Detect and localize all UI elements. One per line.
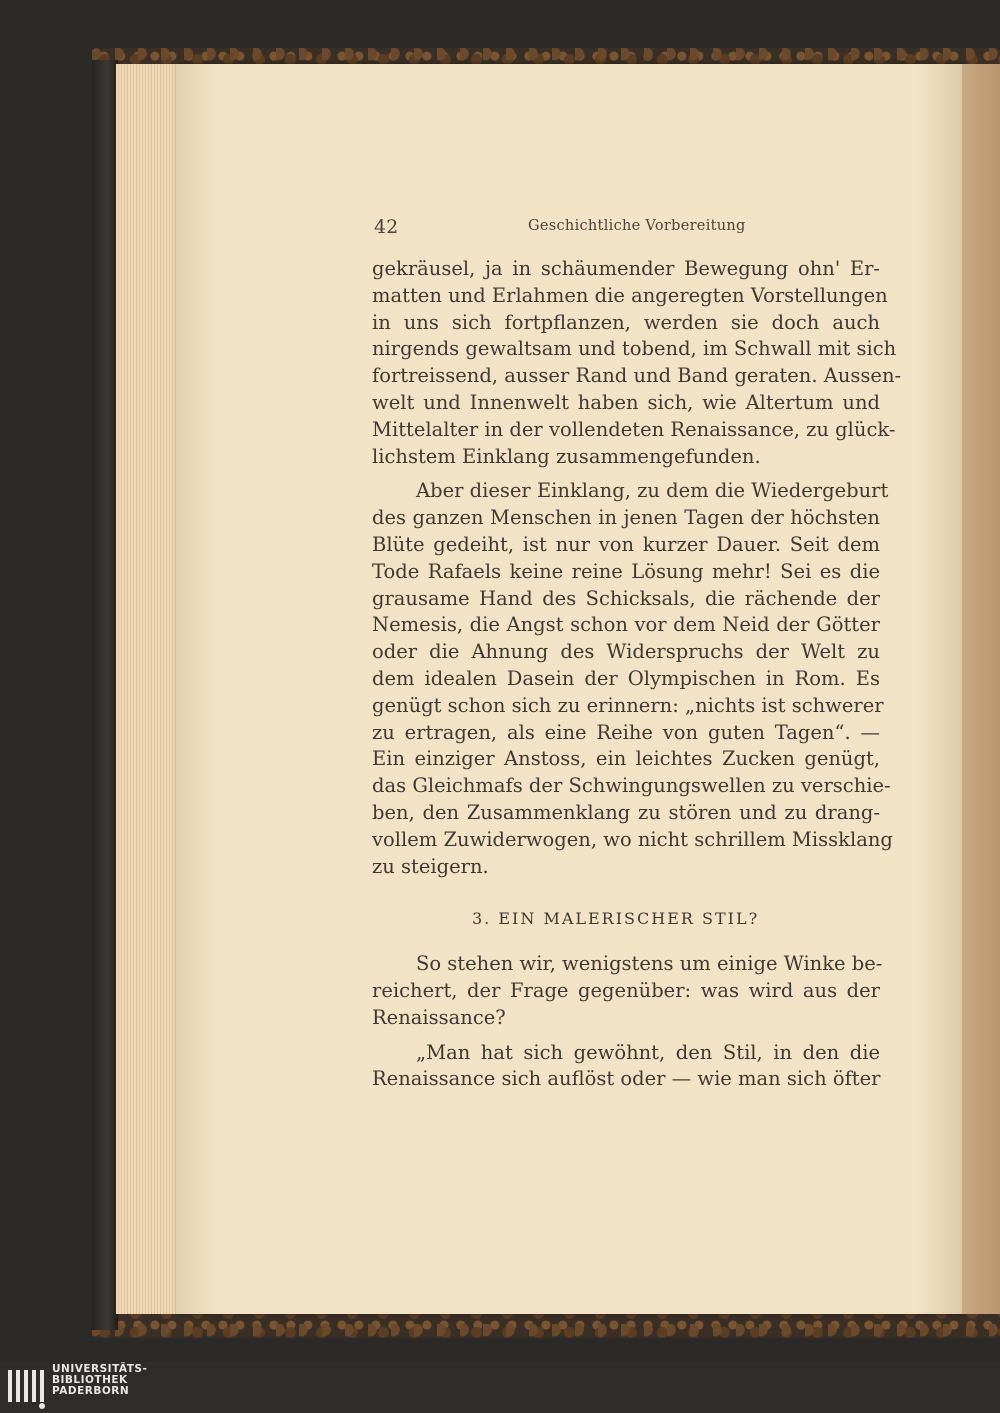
page-header: [372, 216, 880, 240]
page-stack: [116, 64, 176, 1314]
text-line: fortreissend, ausser Rand und Band geraten. Aussen-: [372, 364, 902, 388]
text-line: oder die Ahnung des Widerspruchs der Welt zu: [372, 640, 880, 664]
paragraph-2: [372, 478, 893, 880]
text-line: dem idealen Dasein der Olympischen in Rom. Es: [372, 666, 880, 690]
text-line: matten und Erlahmen die angeregten Vorstellungen: [372, 283, 888, 307]
text-line: grausame Hand des Schicksals, die rächende der: [372, 586, 880, 610]
page-number: 42: [374, 216, 399, 238]
paragraph-1: [372, 256, 902, 470]
running-title: Geschichtliche Vorbereitung: [528, 218, 746, 234]
text-line: Blüte gedeiht, ist nur von kurzer Dauer. Seit dem: [372, 532, 880, 556]
text-line: zu steigern.: [372, 854, 489, 878]
library-name-line: BIBLIOTHEK: [52, 1374, 128, 1386]
text-line: Tode Rafaels keine reine Lösung mehr! Sei es die: [372, 559, 880, 583]
text-line: lichstem Einklang zusammengefunden.: [372, 444, 761, 468]
text-line: das Gleichmafs der Schwingungswellen zu verschie-: [372, 774, 891, 798]
text-line: Ein einziger Anstoss, ein leichtes Zucken genügt,: [372, 747, 880, 771]
section-heading: 3. EIN MALERISCHER STIL?: [472, 909, 760, 929]
text-line: Aber dieser Einklang, zu dem die Wiedergeburt: [416, 479, 889, 503]
library-name-line: PADERBORN: [52, 1385, 130, 1397]
text-line: genügt schon sich zu erinnern: „nichts ist schwerer: [372, 693, 884, 717]
text-line: vollem Zuwiderwogen, wo nicht schrillem Missklang: [372, 827, 893, 851]
text-line: ben, den Zusammenklang zu stören und zu drang-: [372, 800, 880, 824]
text-line: Mittelalter in der vollendeten Renaissance, zu glück-: [372, 417, 896, 441]
body-text: [372, 256, 902, 1093]
text-line: in uns sich fortpflanzen, werden sie doch auch: [372, 310, 880, 334]
library-name-line: UNIVERSITÄTS-: [52, 1363, 148, 1375]
paragraph-4: [372, 1040, 880, 1094]
text-line: Nemesis, die Angst schon vor dem Neid der Götter: [372, 613, 880, 637]
text-line: So stehen wir, wenigstens um einige Winke be-: [416, 952, 883, 976]
text-line: welt und Innenwelt haben sich, wie Altertum und: [372, 390, 880, 414]
text-line: Renaissance sich auflöst oder — wie man sich öfter: [372, 1067, 881, 1091]
page-right-edge: [962, 64, 1000, 1314]
book-spine-edge: [92, 60, 118, 1330]
paragraph-3: [372, 951, 883, 1031]
text-line: zu ertragen, als eine Reihe von guten Tagen“. —: [372, 720, 880, 744]
text-line: „Man hat sich gewöhnt, den Stil, in den die: [416, 1040, 880, 1064]
text-line: des ganzen Menschen in jenen Tagen der höchsten: [372, 506, 880, 530]
library-name: [52, 1364, 147, 1397]
library-footer: [0, 1362, 1000, 1413]
text-line: Renaissance?: [372, 1005, 506, 1029]
text-line: gekräusel, ja in schäumender Bewegung ohn' Er-: [372, 257, 880, 280]
library-logo-icon: [6, 1368, 46, 1410]
text-line: nirgends gewaltsam und tobend, im Schwall mit sich: [372, 337, 897, 361]
text-line: reichert, der Frage gegenüber: was wird aus der: [372, 978, 880, 1002]
